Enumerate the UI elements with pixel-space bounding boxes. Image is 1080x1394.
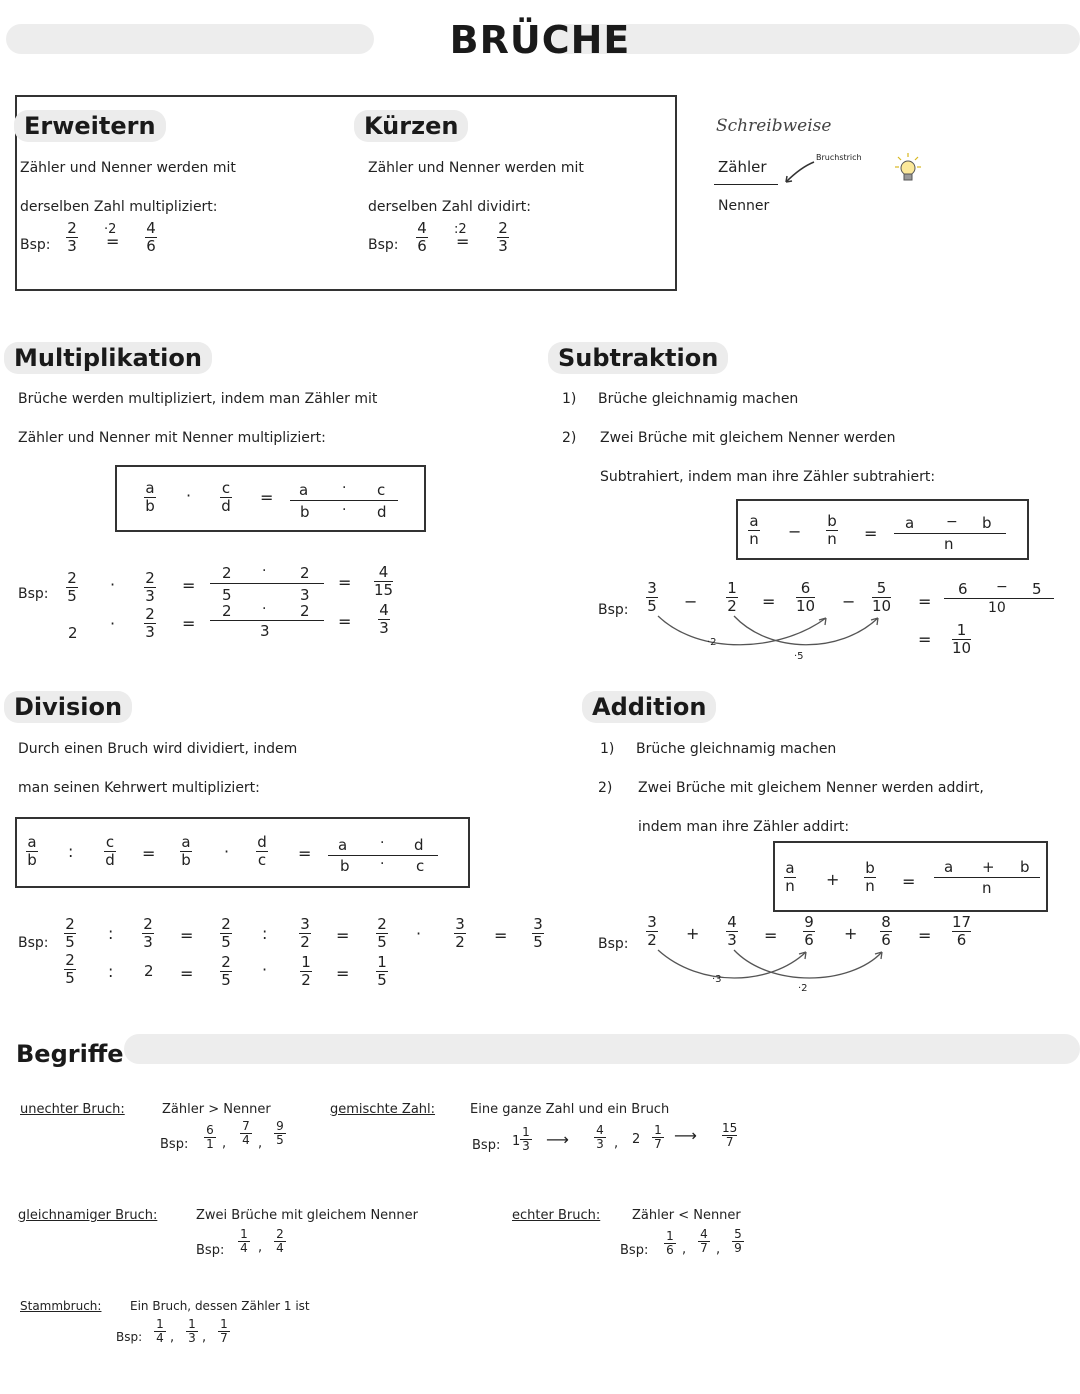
mult-ex1-eq2: =	[338, 573, 352, 592]
begriff-unecht-ex-3: 9 5	[274, 1120, 286, 1147]
add-ex-g2: 8 6	[881, 913, 891, 949]
div-ex1-f2: 2 3	[143, 915, 153, 951]
sub-ex-r-minus: −	[996, 579, 1008, 595]
sub-ex-g1: 6 10	[796, 579, 816, 615]
schreibweise-bruchstrich-label: Bruchstrich	[816, 153, 862, 162]
begriff-gemischt-label: gemischte Zahl:	[330, 1102, 436, 1117]
begriff-stamm-ex-2: 1 3	[186, 1318, 198, 1345]
begriff-stamm-def: Ein Bruch, dessen Zähler 1 ist	[130, 1299, 310, 1313]
sub-ex-mult-label-2: ·5	[794, 651, 804, 662]
mult-ex2-result: 4 3	[379, 601, 389, 637]
div-ex2-times: ·	[262, 960, 268, 979]
add-step1: Brüche gleichnamig machen	[636, 741, 837, 757]
sub-ex-expansion-arcs	[650, 612, 890, 662]
mult-ex2-eq: =	[182, 614, 196, 633]
mult-bsp-label: Bsp:	[18, 586, 49, 602]
div-ex2-f1: 2 5	[65, 951, 75, 987]
mult-formula-c-d: c d	[221, 479, 231, 515]
add-ex-result: 17 6	[952, 913, 972, 949]
div-formula-div1: :	[68, 842, 74, 861]
div-ex1-result: 3 5	[533, 915, 543, 951]
mult-ex1-num-dot: ·	[262, 563, 267, 579]
mult-formula-num-c: c	[377, 481, 386, 499]
add-ex-expansion-arcs	[650, 946, 890, 996]
add-step2: Zwei Brüche mit gleichem Nenner werden addirt,	[638, 780, 984, 796]
schreibweise-zaehler: Zähler	[718, 158, 767, 176]
add-formula-num-plus: +	[982, 858, 995, 876]
div-formula-eq1: =	[142, 844, 156, 863]
sub-formula-eq: =	[864, 524, 878, 543]
sub-formula-num-b: b	[982, 514, 992, 532]
kuerzen-equals: =	[456, 232, 470, 251]
erweitern-equals: =	[106, 232, 120, 251]
sub-formula-minus: −	[788, 522, 802, 541]
sub-formula-num-a: a	[905, 514, 915, 532]
add-ex-g1: 9 6	[804, 913, 814, 949]
begriff-unecht-ex-1: 6 1	[204, 1124, 216, 1151]
sub-ex-f1: 3 5	[647, 579, 657, 615]
begriff-echt-label: echter Bruch:	[512, 1208, 601, 1223]
begriff-echt-comma-2: ,	[716, 1242, 721, 1257]
sub-ex-r-num2: 5	[1032, 580, 1042, 598]
div-ex2-g1: 2 5	[221, 953, 231, 989]
erweitern-fraction-2: 4 6	[146, 219, 156, 255]
begriff-gemischt-ex2-whole: 2	[632, 1132, 641, 1147]
add-formula-bar	[934, 877, 1040, 878]
sub-step1-num: 1)	[562, 391, 577, 407]
erweitern-heading: Erweitern	[14, 110, 166, 142]
add-ex-mult-label-2: ·2	[798, 983, 808, 994]
mult-ex1-f2: 2 3	[145, 569, 155, 605]
mult-ex2-num2: 2	[300, 602, 310, 620]
mult-formula-bar	[290, 500, 398, 501]
sub-ex-mult-label-1: ·2	[707, 637, 717, 648]
div-ex1-eq3: =	[494, 926, 508, 945]
begriff-unecht-comma-2: ,	[258, 1136, 263, 1151]
mult-ex1-f1: 2 5	[67, 569, 77, 605]
div-formula-c-d: c d	[105, 833, 115, 869]
begriff-unecht-comma-1: ,	[222, 1136, 227, 1151]
add-formula-num-b: b	[1020, 858, 1030, 876]
mult-formula-a-b: a b	[145, 479, 155, 515]
div-formula-a-b-2: a b	[181, 833, 191, 869]
kuerzen-operator: :2	[454, 222, 467, 237]
mult-ex1-times: ·	[110, 575, 116, 594]
add-step3: indem man ihre Zähler addirt:	[638, 819, 850, 835]
div-ex1-f1: 2 5	[65, 915, 75, 951]
mult-formula-den-b: b	[300, 503, 310, 521]
add-formula-num-a: a	[944, 858, 954, 876]
mult-ex2-times: ·	[110, 614, 116, 633]
kuerzen-fraction-2: 2 3	[498, 219, 508, 255]
div-formula-d-c: d c	[257, 833, 267, 869]
begriff-echt-ex-2: 4 7	[698, 1228, 710, 1255]
begriff-echt-bsp: Bsp:	[620, 1243, 649, 1258]
add-ex-f1: 3 2	[647, 913, 657, 949]
add-ex-mult-label-1: ·3	[712, 974, 722, 985]
add-formula-den-n: n	[982, 879, 992, 897]
begriff-gemischt-ex2-frac: 1 7	[652, 1124, 664, 1151]
begriff-gleichnamig-ex-2: 2 4	[274, 1228, 286, 1255]
kuerzen-line2: derselben Zahl dividirt:	[368, 199, 531, 215]
mult-ex2-bar	[210, 620, 324, 621]
add-formula-eq: =	[902, 872, 916, 891]
begriff-gleichnamig-ex-1: 1 4	[238, 1228, 250, 1255]
begriff-stamm-comma-1: ,	[170, 1330, 175, 1345]
div-ex1-div2: :	[262, 924, 268, 943]
sub-formula-den-n: n	[944, 535, 954, 553]
mult-ex1-eq: =	[182, 576, 196, 595]
div-formula-num-d: d	[414, 836, 424, 854]
mult-formula-num-dot: ·	[342, 480, 347, 496]
mult-ex1-den2: 3	[300, 586, 310, 604]
begriff-echt-comma-1: ,	[682, 1242, 687, 1257]
begriffe-heading: Begriffe	[16, 1040, 124, 1068]
begriff-echt-ex-3: 5 9	[732, 1228, 744, 1255]
addition-heading: Addition	[582, 691, 716, 723]
div-formula-den-c: c	[416, 857, 425, 875]
begriff-gleichnamig-comma: ,	[258, 1240, 263, 1255]
begriff-unecht-def: Zähler > Nenner	[162, 1102, 271, 1117]
sub-step2-num: 2)	[562, 430, 577, 446]
mult-formula-den-dot: ·	[342, 502, 347, 518]
schreibweise-nenner: Nenner	[718, 198, 770, 214]
div-ex2-div: :	[108, 962, 114, 981]
begriff-gemischt-bsp: Bsp:	[472, 1138, 501, 1153]
add-formula-a-n: a n	[785, 859, 795, 895]
schreibweise-fraction-bar	[714, 184, 778, 185]
div-ex2-result: 1 5	[377, 953, 387, 989]
sub-ex-r-bar	[944, 598, 1054, 599]
division-heading: Division	[4, 691, 132, 723]
sub-ex-f2: 1 2	[727, 579, 737, 615]
sub-formula-bar	[894, 533, 1006, 534]
erweitern-line2: derselben Zahl multipliziert:	[20, 199, 218, 215]
kuerzen-bsp: Bsp:	[368, 237, 399, 253]
begriff-echt-def: Zähler < Nenner	[632, 1208, 741, 1223]
add-ex-plus2: +	[844, 924, 858, 943]
div-ex2-eq1: =	[180, 964, 194, 983]
div-ex1-h2: 3 2	[455, 915, 465, 951]
mult-ex2-eq2: =	[338, 612, 352, 631]
mult-ex2-num-dot: ·	[262, 601, 267, 617]
begriff-gleichnamig-bsp: Bsp:	[196, 1243, 225, 1258]
div-ex1-g1: 2 5	[221, 915, 231, 951]
mult-ex1-num2: 2	[300, 564, 310, 582]
erweitern-operator: ·2	[104, 222, 117, 237]
div-formula-num-a: a	[338, 836, 348, 854]
mult-ex2-whole: 2	[68, 624, 78, 642]
begriff-gemischt-ex1-whole: 1	[512, 1134, 521, 1149]
begriff-gleichnamig-label: gleichnamiger Bruch:	[18, 1208, 158, 1223]
div-ex1-eq2: =	[336, 926, 350, 945]
div-formula-times: ·	[224, 842, 230, 861]
div-formula-eq2: =	[298, 844, 312, 863]
add-ex-eq1: =	[764, 926, 778, 945]
begriff-gemischt-comma: ,	[614, 1136, 619, 1151]
begriff-stamm-comma-2: ,	[202, 1330, 207, 1345]
begriff-stamm-label: Stammbruch:	[20, 1299, 102, 1313]
lightbulb-icon	[894, 152, 928, 186]
add-ex-plus1: +	[686, 924, 700, 943]
begriff-unecht-ex-2: 7 4	[240, 1120, 252, 1147]
add-ex-eq2: =	[918, 926, 932, 945]
sub-ex-minus2: −	[842, 592, 856, 611]
multiplikation-line1: Brüche werden multipliziert, indem man Zähler mit	[18, 391, 378, 407]
begriffe-bar	[124, 1034, 1080, 1064]
division-line2: man seinen Kehrwert multipliziert:	[18, 780, 260, 796]
sub-step1: Brüche gleichnamig machen	[598, 391, 799, 407]
mult-ex2-num1: 2	[222, 602, 232, 620]
kuerzen-fraction-1: 4 6	[417, 219, 427, 255]
begriff-echt-ex-1: 1 6	[664, 1230, 676, 1257]
mult-formula-times-1: ·	[186, 486, 192, 505]
mult-ex1-bar-top	[210, 583, 324, 584]
begriff-unecht-label: unechter Bruch:	[20, 1102, 125, 1117]
sub-ex-eq3: =	[918, 630, 932, 649]
sub-ex-eq1: =	[762, 592, 776, 611]
div-ex1-g2: 3 2	[300, 915, 310, 951]
sub-ex-r-num1: 6	[958, 580, 968, 598]
mult-ex1-num1: 2	[222, 564, 232, 582]
begriff-gemischt-arrow-2: ⟶	[674, 1126, 697, 1145]
div-ex1-h1: 2 5	[377, 915, 387, 951]
sub-ex-minus1: −	[684, 592, 698, 611]
mult-formula-equals: =	[260, 488, 274, 507]
erweitern-bsp: Bsp:	[20, 237, 51, 253]
div-ex2-whole: 2	[144, 962, 154, 980]
sub-ex-r-den: 10	[988, 600, 1006, 616]
begriff-gemischt-ex2-result: 15 7	[722, 1121, 738, 1149]
div-ex2-g2: 1 2	[301, 953, 311, 989]
mult-formula-num-a: a	[299, 481, 309, 499]
div-formula-num-dot: ·	[380, 835, 385, 851]
div-formula-a-b: a b	[27, 833, 37, 869]
mult-ex2-f2: 2 3	[145, 605, 155, 641]
begriff-gemischt-ex1-result: 4 3	[594, 1124, 606, 1151]
div-ex1-div: :	[108, 924, 114, 943]
division-line1: Durch einen Bruch wird dividiert, indem	[18, 741, 298, 757]
mult-formula-den-d: d	[377, 503, 387, 521]
kuerzen-line1: Zähler und Nenner werden mit	[368, 160, 584, 176]
div-formula-den-dot: ·	[380, 856, 385, 872]
div-ex1-eq1: =	[180, 926, 194, 945]
add-ex-f2: 4 3	[727, 913, 737, 949]
multiplikation-heading: Multiplikation	[4, 342, 212, 374]
begriff-stamm-bsp: Bsp:	[116, 1330, 143, 1344]
begriff-gemischt-def: Eine ganze Zahl und ein Bruch	[470, 1102, 670, 1117]
add-step1-num: 1)	[600, 741, 615, 757]
div-bsp-label: Bsp:	[18, 935, 49, 951]
div-ex2-eq2: =	[336, 964, 350, 983]
add-formula-plus: +	[826, 870, 840, 889]
sub-formula-num-minus: −	[946, 514, 958, 530]
mult-ex1-den1: 5	[222, 586, 232, 604]
mult-ex2-den2: 3	[260, 622, 270, 640]
begriff-stamm-ex-3: 1 7	[218, 1318, 230, 1345]
erweitern-fraction-1: 2 3	[67, 219, 77, 255]
subtraktion-heading: Subtraktion	[548, 342, 728, 374]
begriff-gemischt-arrow-1: ⟶	[546, 1130, 569, 1149]
sub-bsp-label: Bsp:	[598, 602, 629, 618]
add-formula-b-n: b n	[865, 859, 875, 895]
add-step2-num: 2)	[598, 780, 613, 796]
page-title: BRÜCHE	[449, 18, 631, 62]
begriff-stamm-ex-1: 1 4	[154, 1318, 166, 1345]
sub-ex-g2: 5 10	[872, 579, 892, 615]
kuerzen-heading: Kürzen	[354, 110, 468, 142]
sub-formula-a-n: a n	[749, 512, 759, 548]
begriff-gleichnamig-def: Zwei Brüche mit gleichem Nenner	[196, 1208, 419, 1223]
erweitern-line1: Zähler und Nenner werden mit	[20, 160, 236, 176]
sub-formula-b-n: b n	[827, 512, 837, 548]
begriff-gemischt-ex1-frac: 1 3	[520, 1126, 532, 1153]
schreibweise-pointer-arrow	[780, 160, 820, 190]
division-formula-box	[15, 817, 470, 888]
sub-step2: Zwei Brüche mit gleichem Nenner werden	[600, 430, 896, 446]
sub-ex-result: 1 10	[952, 621, 972, 657]
div-ex1-times: ·	[416, 924, 422, 943]
add-bsp-label: Bsp:	[598, 936, 629, 952]
sub-step3: Subtrahiert, indem man ihre Zähler subtrahiert:	[600, 469, 936, 485]
schreibweise-heading: Schreibweise	[716, 116, 832, 136]
mult-ex1-result: 4 15	[374, 563, 394, 599]
multiplikation-line2: Zähler und Nenner mit Nenner multipliziert:	[18, 430, 326, 446]
begriff-unecht-bsp: Bsp:	[160, 1137, 189, 1152]
sub-ex-eq2: =	[918, 592, 932, 611]
div-formula-den-b: b	[340, 857, 350, 875]
